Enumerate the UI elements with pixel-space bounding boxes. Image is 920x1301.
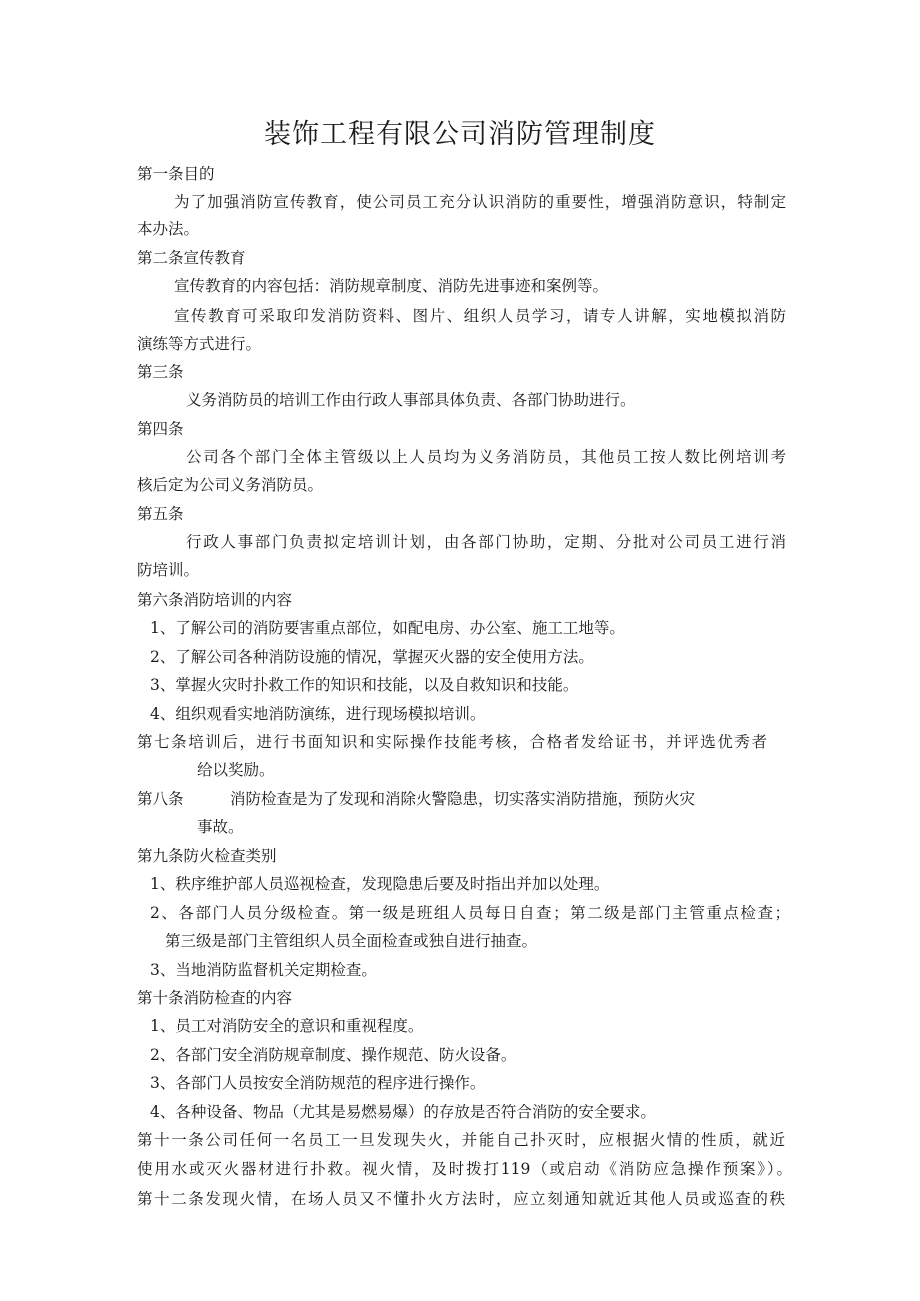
article-6-heading: 第六条消防培训的内容 [137,591,293,609]
article-11-text-line-2: 使用水或灭火器材进行扑救。视火情，及时拨打119（或启动《消防应急操作预案》）。 [137,1160,792,1178]
article-10-item-3: 3、各部门人员按安全消防规范的程序进行操作。 [150,1074,486,1092]
article-10-heading: 第十条消防检查的内容 [137,989,293,1007]
article-2-text-line-1: 宣传教育的内容包括：消防规章制度、消防先进事迹和案例等。 [174,277,609,295]
article-8-text-line-2: 事故。 [197,818,244,836]
article-2-text-line-3: 演练等方式进行。 [137,335,262,353]
article-5-text-line-2: 防培训。 [137,561,200,579]
article-3-heading: 第三条 [137,363,184,381]
article-9-item-1: 1、秩序维护部人员巡视检查，发现隐患后要及时指出并加以处理。 [150,875,610,893]
article-10-item-1: 1、员工对消防安全的意识和重视程度。 [150,1017,424,1035]
article-1-text-line-2: 本办法。 [137,220,200,238]
article-7-text-line-2: 给以奖励。 [197,761,275,779]
article-6-item-2: 2、了解公司各种消防设施的情况，掌握灭火器的安全使用方法。 [150,648,594,666]
article-2-heading: 第二条宣传教育 [137,249,246,267]
article-7-text-line-1: 第七条培训后，进行书面知识和实际操作技能考核，合格者发给证书，并评选优秀者 [137,733,767,751]
article-9-item-3: 3、当地消防监督机关定期检查。 [150,961,377,979]
article-8-heading: 第八条 [137,790,184,808]
article-4-text-line-2: 核后定为公司义务消防员。 [137,476,324,494]
article-9-heading: 第九条防火检查类别 [137,847,277,865]
article-5-text-line-1: 行政人事部门负责拟定培训计划，由各部门协助，定期、分批对公司员工进行消 [186,533,786,551]
article-6-item-1: 1、了解公司的消防要害重点部位，如配电房、办公室、施工工地等。 [150,619,625,637]
article-11-text-line-1: 第十一条公司任何一名员工一旦发现失火，并能自己扑灭时，应根据火情的性质，就近 [137,1131,785,1149]
article-4-heading: 第四条 [137,420,184,438]
article-10-item-4: 4、各种设备、物品（尤其是易燃易爆）的存放是否符合消防的安全要求。 [150,1103,656,1121]
article-1-text-line-1: 为了加强消防宣传教育，使公司员工充分认识消防的重要性，增强消防意识，特制定 [174,193,786,211]
article-8-text-line-1: 消防检查是为了发现和消除火警隐患，切实落实消防措施，预防火灾 [230,790,696,808]
article-2-text-line-2: 宣传教育可采取印发消防资料、图片、组织人员学习，请专人讲解，实地模拟消防 [174,307,786,325]
article-6-item-4: 4、组织观看实地消防演练，进行现场模拟培训。 [150,705,486,723]
article-3-text-line-1: 义务消防员的培训工作由行政人事部具体负责、各部门协助进行。 [186,391,636,409]
article-6-item-3: 3、掌握火灾时扑救工作的知识和技能，以及自救知识和技能。 [150,676,579,694]
article-10-item-2: 2、各部门安全消防规章制度、操作规范、防火设备。 [150,1046,517,1064]
article-5-heading: 第五条 [137,505,184,523]
article-1-heading: 第一条目的 [137,165,215,183]
article-9-item-2-cont: 第三级是部门主管组织人员全面检查或独自进行抽查。 [165,932,538,950]
document-title: 装饰工程有限公司消防管理制度 [264,119,656,150]
article-9-item-2: 2、各部门人员分级检查。第一级是班组人员每日自查；第二级是部门主管重点检查； [150,904,790,922]
article-4-text-line-1: 公司各个部门全体主管级以上人员均为义务消防员，其他员工按人数比例培训考 [186,448,786,466]
article-12-text-line-1: 第十二条发现火情，在场人员又不懂扑火方法时，应立刻通知就近其他人员或巡查的秩 [137,1190,785,1208]
